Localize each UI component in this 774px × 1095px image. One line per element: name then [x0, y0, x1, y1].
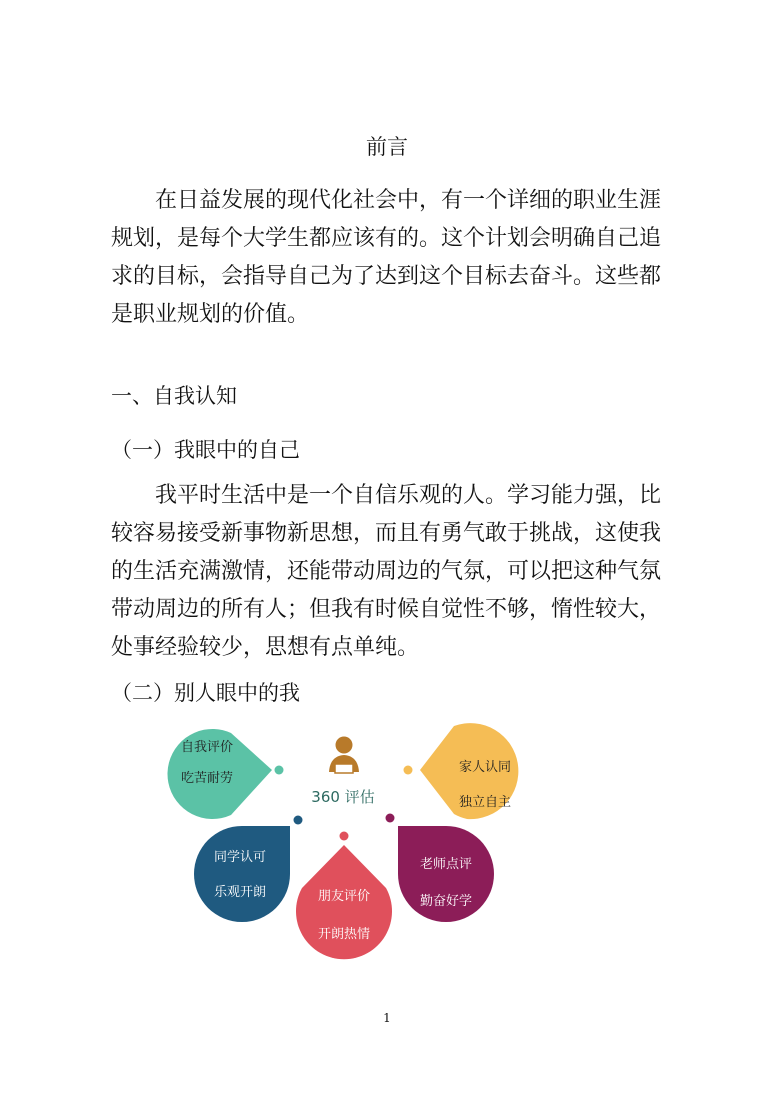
self-view-line: 较容易接受新事物新思想，而且有勇气敢于挑战，这使我	[111, 521, 662, 546]
drop-teacher-review-title: 老师点评	[419, 857, 473, 872]
drop-classmate-recognition-text: 乐观开朗	[213, 885, 267, 900]
person-head	[336, 737, 353, 754]
center-label: 360 评估	[311, 788, 375, 806]
preface-line: 是职业规划的价值。	[111, 302, 310, 327]
preface-line: 规划，是每个大学生都应该有的。这个计划会明确自己追	[111, 226, 662, 251]
person-icon	[329, 737, 359, 774]
drop-classmate-recognition-title: 同学认可	[213, 850, 267, 865]
page-title: 前言	[366, 135, 408, 159]
drop-self-evaluation-text: 吃苦耐劳	[180, 771, 234, 786]
connector-dot	[294, 816, 303, 825]
connector-dot	[404, 766, 413, 775]
self-view-line: 处事经验较少，思想有点单纯。	[111, 635, 420, 660]
preface-line: 在日益发展的现代化社会中，有一个详细的职业生涯	[155, 188, 662, 213]
drop-classmate-recognition	[194, 826, 290, 922]
self-view-line: 我平时生活中是一个自信乐观的人。学习能力强，比	[155, 483, 662, 508]
drop-friend-evaluation-title: 朋友评价	[317, 889, 371, 904]
self-view-line: 带动周边的所有人；但我有时候自觉性不够，惰性较大，	[111, 597, 662, 622]
subsection-heading-my-view: （一）我眼中的自己	[111, 438, 300, 462]
drop-teacher-review-text: 勤奋好学	[419, 894, 473, 909]
connector-dot	[386, 814, 395, 823]
drop-self-evaluation-title: 自我评价	[180, 740, 234, 755]
connector-dot	[340, 832, 349, 841]
subsection-heading-others-view: （二）别人眼中的我	[111, 681, 300, 705]
connector-dot	[275, 766, 284, 775]
drop-family-recognition-text: 独立自主	[458, 795, 512, 810]
section-heading-self-awareness: 一、自我认知	[111, 384, 237, 408]
page-number: 1	[383, 1011, 391, 1025]
drop-family-recognition-title: 家人认同	[458, 760, 512, 775]
person-laptop	[335, 764, 353, 773]
self-view-line: 的生活充满激情，还能带动周边的气氛，可以把这种气氛	[111, 559, 662, 584]
drop-friend-evaluation-text: 开朗热情	[317, 927, 371, 942]
preface-line: 求的目标，会指导自己为了达到这个目标去奋斗。这些都	[111, 264, 662, 289]
